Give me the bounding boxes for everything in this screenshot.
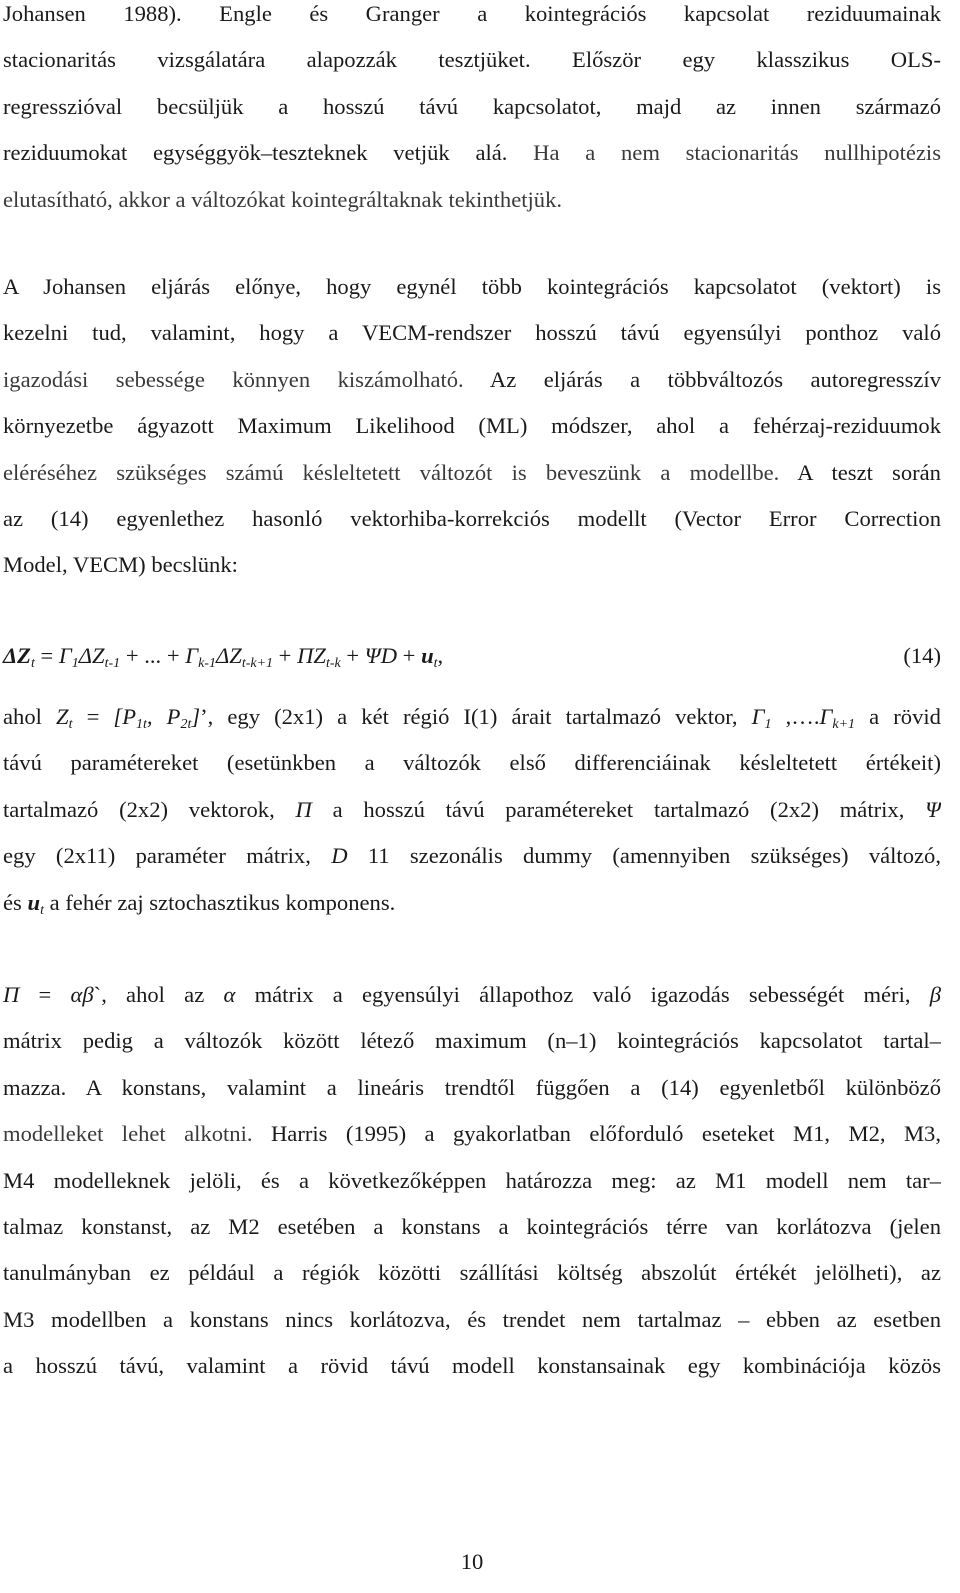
equation-body: $\Delta Z_t = \Gamma_1\Delta Z_{t-1}$ + ... + $\Gamma_{k-1}\Delta Z_{t-k+1} + \Pi Z_{t-k} + \Psi D + u_t$, [3, 643, 444, 671]
text-line: tanulmányban ez például a régiók közötti szállítási költség abszolút értékét jelölheti), az [3, 1260, 941, 1286]
text-line: egy (2x11) paraméter mátrix, D 11 szezonális dummy (amennyiben szükséges) változó, [3, 843, 941, 869]
text-segment: Az eljárás a többváltozós autoregresszív [463, 366, 941, 392]
text-line: mazza. A konstans, valamint a lineáris trendtől függően a (14) egyenletből különböző [3, 1074, 941, 1100]
page-number: 10 [460, 1549, 484, 1574]
text-segment: A teszt során [779, 459, 941, 485]
text-line [3, 450, 941, 496]
text-line: stacionaritás vizsgálatára alapozzák tesztjüket. Először egy klasszikus OLS- [3, 47, 941, 73]
text-line: távú paramétereket (esetünkben a változók első differenciáinak késleltetett értékeit) [3, 750, 941, 776]
text-line: talmaz konstanst, az M2 esetében a konstans a kointegrációs térre van korlátozva (jelen [3, 1213, 941, 1239]
text-line: és $u_t$ a fehér zaj sztochasztikus komponens. [3, 889, 396, 918]
text-line: A Johansen eljárás előnye, hogy egynél több kointegrációs kapcsolatot (vektort) is [3, 274, 941, 299]
text-segment: modelleket lehet alkotni. [3, 1121, 253, 1147]
text-line: az (14) egyenlethez hasonló vektorhiba-korrekciós modellt (Vector Error Correction [3, 505, 941, 531]
text-line [3, 1111, 941, 1157]
text-line: Π = αβ`, ahol az α mátrix a egyensúlyi állapothoz való igazodás sebességét méri, β [3, 982, 941, 1007]
text-line: mátrix pedig a változók között létező maximum (n–1) kointegrációs kapcsolatot tartal– [3, 1028, 941, 1054]
text-segment: Ha a nem stacionaritás nullhipotézis [507, 140, 941, 166]
text-line: M4 modelleknek jelöli, és a következőképpen határozza meg: az M1 modell nem tar– [3, 1167, 941, 1193]
text-segment: Harris (1995) a gyakorlatban előforduló eseteket M1, M2, M3, [252, 1121, 941, 1147]
equation-number: (14) [903, 643, 941, 668]
text-line: a hosszú távú, valamint a rövid távú modell konstansainak egy kombinációja közös [3, 1353, 941, 1379]
text-line: környezetbe ágyazott Maximum Likelihood (ML) módszer, ahol a fehérzaj-reziduumok [3, 413, 941, 439]
text-line [3, 357, 941, 403]
equation-14 [3, 633, 941, 679]
text-line: Johansen 1988). Engle és Granger a kointegrációs kapcsolat reziduumainak [3, 1, 941, 26]
text-segment: igazodási sebessége könnyen kiszámolható. [3, 366, 464, 392]
text-segment: reziduumokat egységgyök–teszteknek vetjük alá. [3, 140, 508, 166]
text-line [3, 130, 941, 176]
text-line: elutasítható, akkor a változókat kointegráltaknak tekinthetjük. [3, 186, 563, 212]
text-segment: eléréséhez szükséges számú késleltetett változót is beveszünk a modellbe. [3, 459, 780, 485]
paragraph-variable-definitions [3, 694, 941, 926]
paragraph-model-types [3, 972, 941, 1390]
text-line: Model, VECM) becslünk: [3, 552, 238, 578]
text-line: ahol $Z_t = [P_{1t}$, $P_{2t}$]’, egy (2x1) a két régió I(1) árait tartalmazó vektor, $\Gamma_1$ $,\dots.\Gamma_{k+1}$ a rövid [3, 704, 941, 732]
text-line: kezelni tud, valamint, hogy a VECM-rendszer hosszú távú egyensúlyi ponthoz való [3, 320, 941, 346]
text-line: tartalmazó (2x2) vektorok, Π a hosszú távú paramétereket tartalmazó (2x2) mátrix, Ψ [3, 796, 941, 822]
text-line: regresszióval becsüljük a hosszú távú kapcsolatot, majd az innen származó [3, 93, 941, 119]
paragraph-johansen [3, 264, 941, 589]
paragraph-engle-granger [3, 0, 941, 223]
text-line: M3 modellben a konstans nincs korlátozva, és trendet nem tartalmaz – ebben az esetben [3, 1306, 941, 1332]
